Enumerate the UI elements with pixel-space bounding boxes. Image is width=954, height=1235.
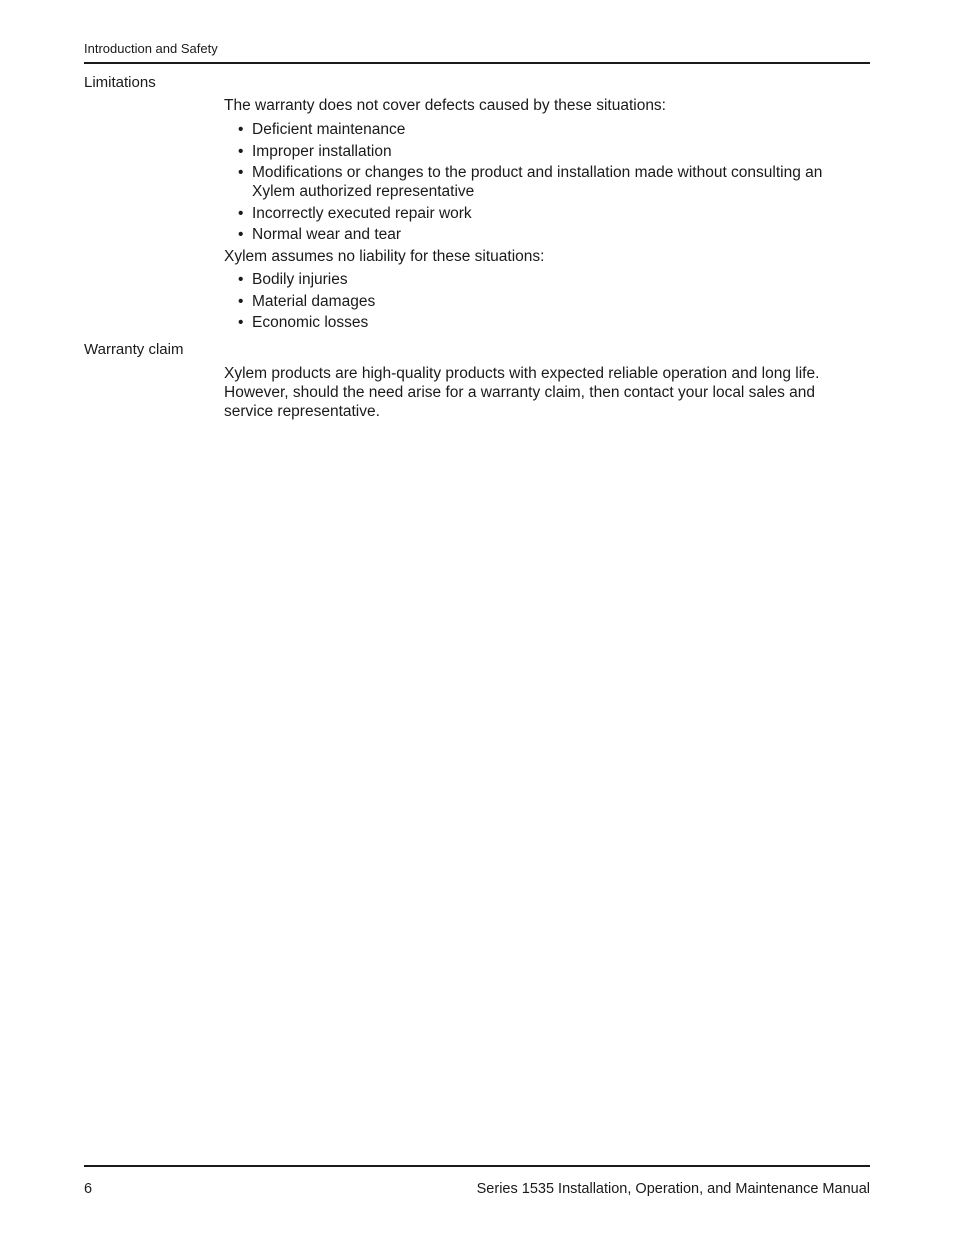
bullet-icon: • bbox=[238, 292, 244, 310]
list-item: • Incorrectly executed repair work bbox=[238, 204, 472, 222]
liability-list bbox=[238, 270, 864, 335]
list-item: • Improper installation bbox=[238, 142, 392, 160]
list-item: • Economic losses bbox=[238, 314, 369, 331]
list-item: • Deficient maintenance bbox=[238, 121, 406, 138]
liability-intro: Xylem assumes no liability for these situations: bbox=[224, 248, 545, 265]
limitations-intro: The warranty does not cover defects caused by these situations: bbox=[224, 97, 666, 114]
footer-rule bbox=[84, 1165, 870, 1167]
list-item: • Modifications or changes to the product and installation made without consulting an Xylem authorized representative bbox=[238, 164, 823, 200]
bullet-icon: • bbox=[238, 164, 244, 181]
defects-list bbox=[238, 120, 864, 247]
bullet-icon: • bbox=[238, 271, 244, 288]
header-rule bbox=[84, 62, 870, 64]
bullet-icon: • bbox=[238, 142, 244, 160]
bullet-icon: • bbox=[238, 226, 244, 243]
list-item: • Bodily injuries bbox=[238, 271, 348, 288]
manual-title: Series 1535 Installation, Operation, and Maintenance Manual bbox=[476, 1181, 870, 1197]
page-number: 6 bbox=[84, 1181, 93, 1197]
bullet-icon: • bbox=[238, 204, 244, 222]
warranty-claim-heading: Warranty claim bbox=[84, 341, 184, 358]
list-item: • Material damages bbox=[238, 292, 376, 310]
list-item: • Normal wear and tear bbox=[238, 226, 402, 243]
limitations-heading: Limitations bbox=[84, 74, 156, 91]
bullet-icon: • bbox=[238, 121, 244, 138]
warranty-claim-text: Xylem products are high-quality products with expected reliable operation and long life. However, should the need arise for a warranty claim, then contact your local sales and service representative. bbox=[224, 365, 820, 420]
bullet-icon: • bbox=[238, 314, 244, 331]
running-header: Introduction and Safety bbox=[84, 41, 218, 56]
